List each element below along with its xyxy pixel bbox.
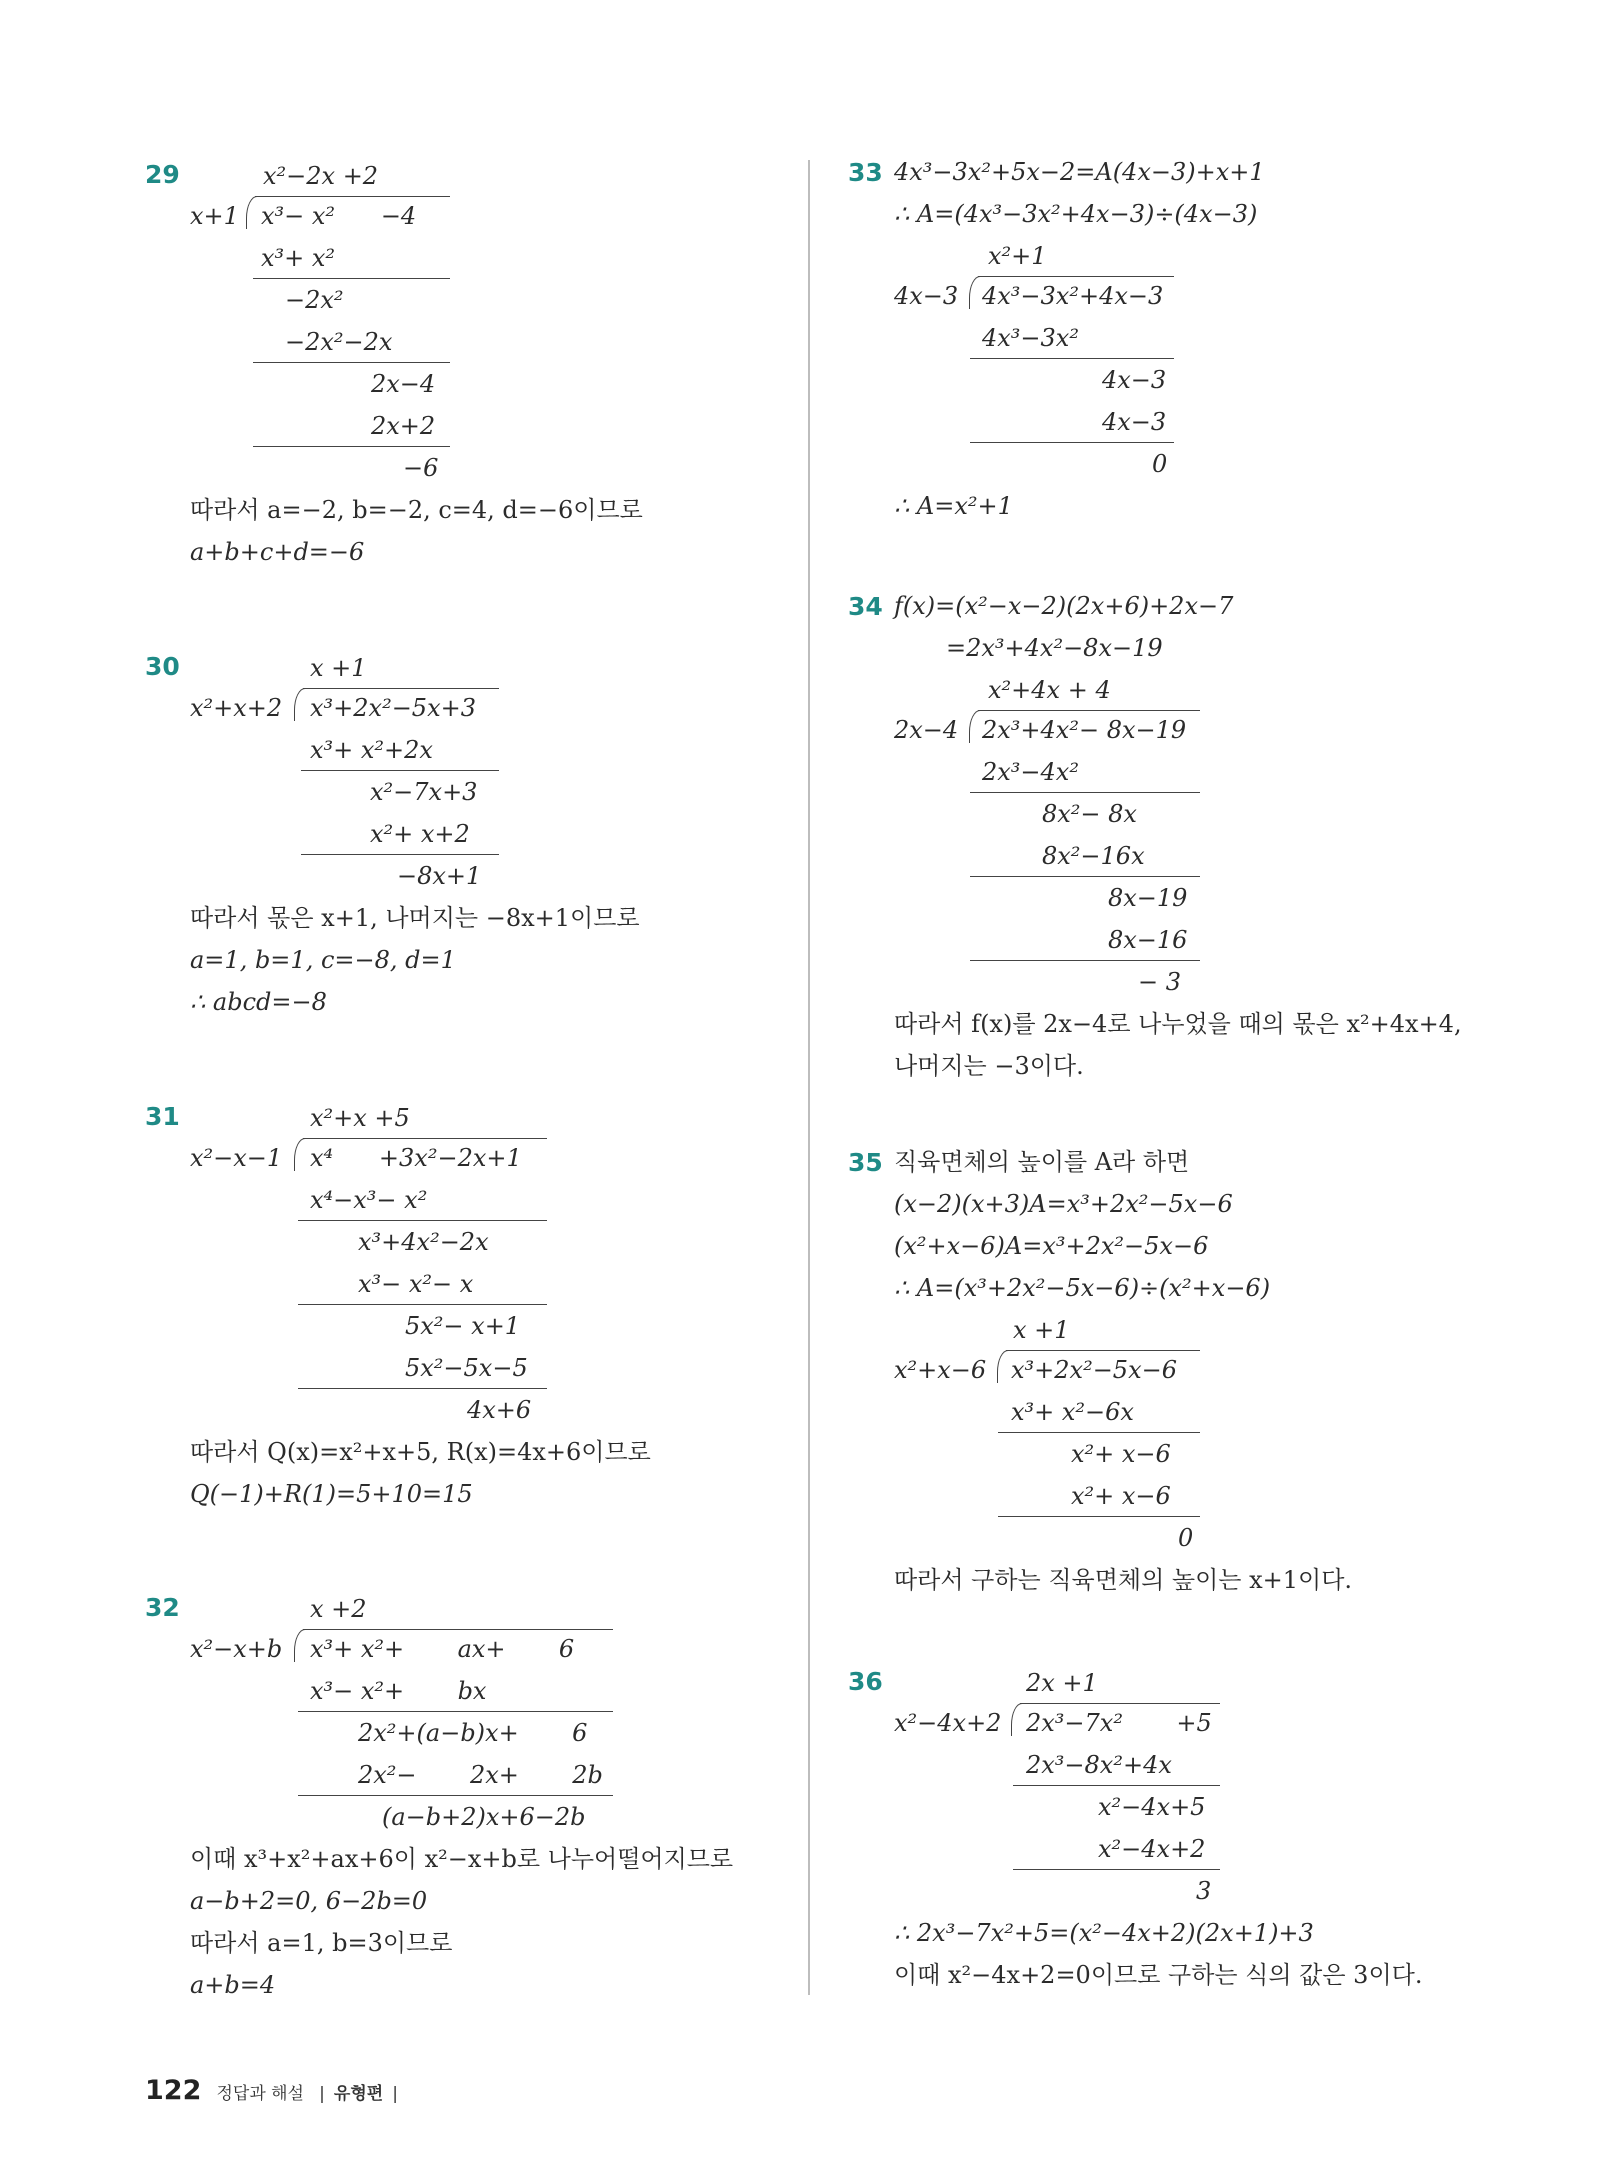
remainder: 0 [1152, 450, 1168, 478]
explanation: a−b+2=0, 6−2b=0 [190, 1887, 428, 1915]
conclusion: ∴ A=x²+1 [894, 492, 1013, 520]
remainder-line: x²−7x+3 [370, 778, 478, 806]
division-bracket [294, 1629, 305, 1662]
subtract-line: −2x²−2x [285, 328, 393, 356]
quotient: 2x +1 [1026, 1669, 1098, 1697]
division-bracket [246, 196, 257, 229]
division-bracket [294, 1138, 305, 1171]
divisor: x²−x−1 [190, 1144, 283, 1172]
remainder-line: 5x²− x+1 [405, 1312, 521, 1340]
division-bar [255, 196, 450, 197]
explanation: ∴ abcd=−8 [190, 988, 327, 1016]
remainder-line: 8x−19 [1108, 884, 1188, 912]
rule [253, 446, 450, 447]
subtract-line: x³+ x²−6x [1011, 1398, 1134, 1426]
subtract-line: x²+ x−6 [1071, 1482, 1171, 1510]
explanation: a+b=4 [190, 1971, 276, 1999]
remainder-line: 8x²− 8x [1042, 800, 1137, 828]
equation: ∴ A=(x³+2x²−5x−6)÷(x²+x−6) [894, 1274, 1271, 1302]
explanation: 따라서 Q(x)=x²+x+5, R(x)=4x+6이므로 [190, 1438, 651, 1466]
dividend: x³− x² −4 [261, 202, 417, 230]
dividend: 2x³−7x² +5 [1026, 1709, 1212, 1737]
equation: (x²+x−6)A=x³+2x²−5x−6 [894, 1232, 1209, 1260]
footer-separator: | [319, 2084, 325, 2104]
explanation: 나머지는 −3이다. [894, 1052, 1084, 1080]
dividend: 4x³−3x²+4x−3 [982, 282, 1164, 310]
subtract-line: 4x−3 [1102, 408, 1167, 436]
subtract-line: x⁴−x³− x² [310, 1186, 428, 1214]
division-bracket [969, 276, 980, 309]
remainder: − 3 [1138, 968, 1182, 996]
problem-number: 30 [145, 652, 180, 681]
division-bracket [294, 688, 305, 721]
division-bar [303, 1138, 547, 1139]
divisor: 4x−3 [894, 282, 959, 310]
rule [970, 792, 1200, 793]
problem-number: 36 [848, 1667, 883, 1696]
subtract-line: x³+ x² [261, 244, 336, 272]
division-bar [978, 710, 1200, 711]
subtract-line: x³− x²+ bx [310, 1677, 487, 1705]
remainder: −8x+1 [397, 862, 482, 890]
dividend: x⁴ +3x²−2x+1 [310, 1144, 522, 1172]
problem-number: 32 [145, 1593, 180, 1622]
explanation: 따라서 몫은 x+1, 나머지는 −8x+1이므로 [190, 904, 640, 932]
dividend: x³+ x²+ ax+ 6 [310, 1635, 575, 1663]
rule [998, 1516, 1200, 1517]
remainder: 0 [1178, 1524, 1194, 1552]
divisor: x²+x+2 [190, 694, 283, 722]
conclusion: 이때 x²−4x+2=0이므로 구하는 식의 값은 3이다. [894, 1961, 1423, 1989]
division-bar [1020, 1703, 1220, 1704]
dividend: x³+2x²−5x+3 [310, 694, 476, 722]
rule [301, 854, 499, 855]
subtract-line: x³+ x²+2x [310, 736, 433, 764]
quotient: x +1 [1013, 1316, 1070, 1344]
equation: (x−2)(x+3)A=x³+2x²−5x−6 [894, 1190, 1233, 1218]
problem-number: 35 [848, 1148, 883, 1177]
divisor: 2x−4 [894, 716, 959, 744]
subtract-line: 2x³−4x² [982, 758, 1079, 786]
subtract-line: 8x²−16x [1042, 842, 1145, 870]
subtract-line: 4x³−3x² [982, 324, 1079, 352]
quotient: x +1 [310, 654, 367, 682]
quotient: x²+x +5 [310, 1104, 410, 1132]
problem-number: 33 [848, 158, 883, 187]
problem-number: 29 [145, 160, 180, 189]
subtract-line: 5x²−5x−5 [405, 1354, 528, 1382]
problem-number: 31 [145, 1102, 180, 1131]
remainder: (a−b+2)x+6−2b [382, 1803, 586, 1831]
dividend: x³+2x²−5x−6 [1011, 1356, 1177, 1384]
remainder-line: 2x²+(a−b)x+ 6 [358, 1719, 588, 1747]
rule [298, 1220, 547, 1221]
rule [1013, 1869, 1220, 1870]
division-bracket [997, 1350, 1008, 1383]
remainder-line: 2x−4 [371, 370, 436, 398]
divisor: x²+x−6 [894, 1356, 987, 1384]
remainder-line: x²+ x−6 [1071, 1440, 1171, 1468]
quotient: x²+1 [988, 242, 1047, 270]
remainder-line: 4x−3 [1102, 366, 1167, 394]
quotient: x +2 [310, 1595, 367, 1623]
subtract-line: 8x−16 [1108, 926, 1188, 954]
equation: 4x³−3x²+5x−2=A(4x−3)+x+1 [894, 158, 1265, 186]
rule [253, 362, 450, 363]
conclusion: 따라서 구하는 직육면체의 높이는 x+1이다. [894, 1566, 1353, 1594]
explanation: Q(−1)+R(1)=5+10=15 [190, 1480, 473, 1508]
division-bar [303, 1629, 613, 1630]
section-title: 유형편 [333, 2084, 384, 2104]
division-bar [1006, 1350, 1200, 1351]
book-title: 정답과 해설 [216, 2084, 304, 2104]
rule [298, 1795, 613, 1796]
equation: =2x³+4x²−8x−19 [946, 634, 1163, 662]
subtract-line: x³− x²− x [358, 1270, 474, 1298]
subtract-line: 2x³−8x²+4x [1026, 1751, 1172, 1779]
divisor: x+1 [190, 202, 239, 230]
divisor: x²−x+b [190, 1635, 283, 1663]
explanation: 따라서 a=−2, b=−2, c=4, d=−6이므로 [190, 496, 643, 524]
explanation: 따라서 f(x)를 2x−4로 나누었을 때의 몫은 x²+4x+4, [894, 1010, 1462, 1038]
quotient: x²+4x + 4 [988, 676, 1111, 704]
division-bracket [969, 710, 980, 743]
division-bracket [1011, 1703, 1022, 1736]
remainder-line: −2x² [285, 286, 344, 314]
rule [970, 442, 1174, 443]
divisor: x²−4x+2 [894, 1709, 1002, 1737]
remainder: −6 [403, 454, 439, 482]
division-bar [303, 688, 499, 689]
rule [970, 876, 1200, 877]
explanation: 직육면체의 높이를 A라 하면 [894, 1148, 1190, 1176]
problem-number: 34 [848, 592, 883, 621]
explanation: 이때 x³+x²+ax+6이 x²−x+b로 나누어떨어지므로 [190, 1845, 734, 1873]
rule [253, 278, 450, 279]
quotient: x²−2x +2 [263, 162, 379, 190]
rule [301, 770, 499, 771]
rule [970, 358, 1174, 359]
rule [298, 1388, 547, 1389]
remainder: 3 [1196, 1877, 1212, 1905]
page-number: 122 [145, 2075, 202, 2106]
equation: ∴ 2x³−7x²+5=(x²−4x+2)(2x+1)+3 [894, 1919, 1314, 1947]
rule [298, 1304, 547, 1305]
remainder: 4x+6 [467, 1396, 532, 1424]
page-footer [145, 2075, 398, 2106]
subtract-line: x²−4x+2 [1098, 1835, 1206, 1863]
remainder-line: x²−4x+5 [1098, 1793, 1206, 1821]
rule [998, 1432, 1200, 1433]
subtract-line: x²+ x+2 [370, 820, 470, 848]
column-divider [808, 160, 810, 1995]
explanation: a=1, b=1, c=−8, d=1 [190, 946, 456, 974]
rule [298, 1711, 613, 1712]
division-bar [978, 276, 1174, 277]
explanation: 따라서 a=1, b=3이므로 [190, 1929, 453, 1957]
equation: f(x)=(x²−x−2)(2x+6)+2x−7 [894, 592, 1234, 620]
footer-separator: | [392, 2084, 399, 2104]
equation: ∴ A=(4x³−3x²+4x−3)÷(4x−3) [894, 200, 1258, 228]
rule [970, 960, 1200, 961]
explanation: a+b+c+d=−6 [190, 538, 365, 566]
dividend: 2x³+4x²− 8x−19 [982, 716, 1187, 744]
subtract-line: 2x²− 2x+ 2b [358, 1761, 603, 1789]
subtract-line: 2x+2 [371, 412, 436, 440]
rule [1013, 1785, 1220, 1786]
remainder-line: x³+4x²−2x [358, 1228, 489, 1256]
